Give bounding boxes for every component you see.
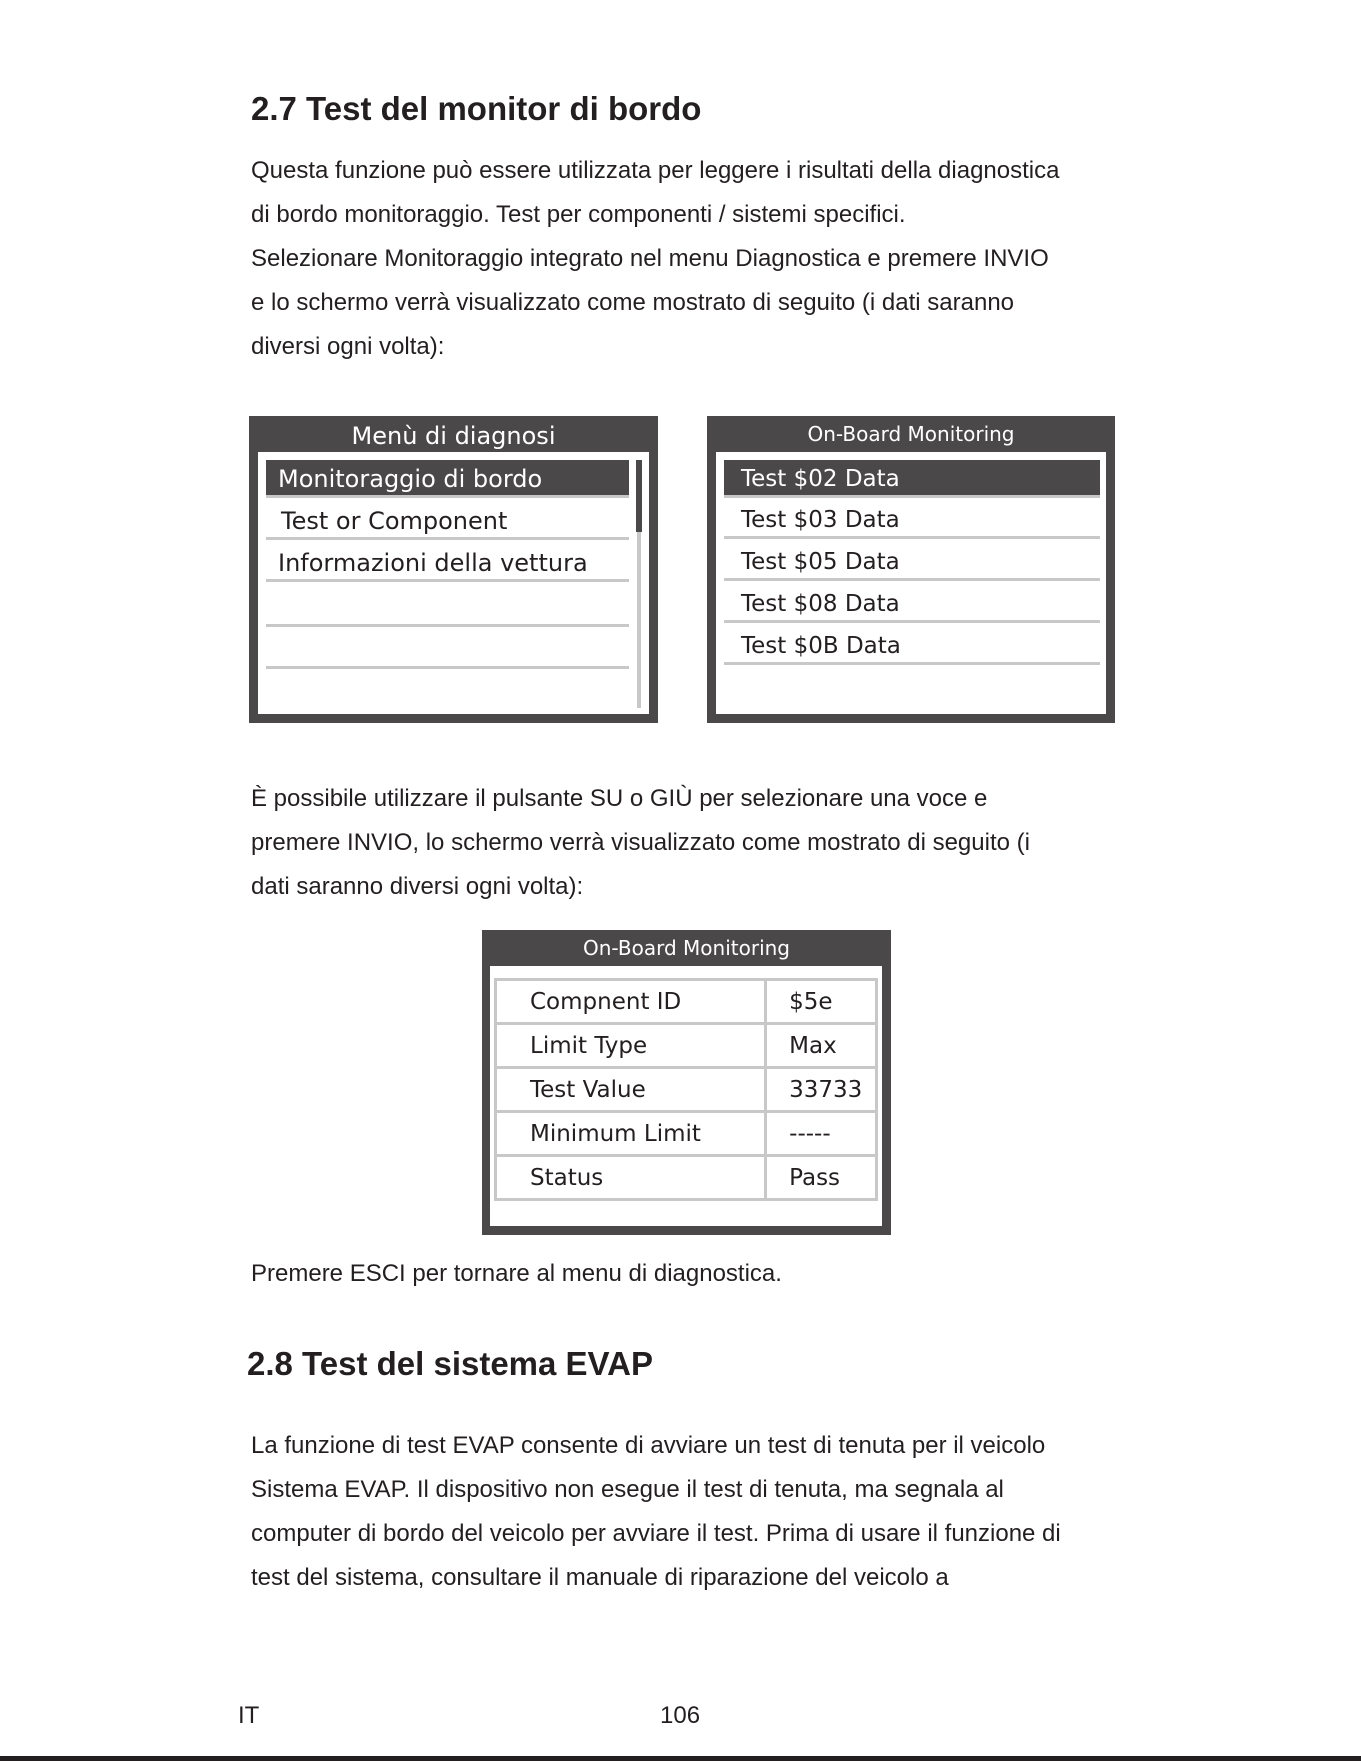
text-line: computer di bordo del veicolo per avviare il test. Prima di usare il funzione di (251, 1520, 1061, 1547)
obm-detail-screen (482, 930, 891, 1235)
screen-title: On-Board Monitoring (582, 936, 790, 960)
intro-paragraph (251, 149, 1131, 369)
diagnostic-menu-screen (249, 416, 658, 723)
obm-item-test-0b[interactable]: Test $0B Data (724, 627, 1100, 665)
row-value: Pass (766, 1156, 877, 1200)
row-value: ----- (766, 1112, 877, 1156)
table-row (496, 1024, 877, 1068)
obm-data-table (494, 978, 878, 1201)
menu-item-test-component[interactable]: Test or Component (266, 502, 629, 540)
screen-title: On-Board Monitoring (807, 422, 1015, 446)
screen-body (258, 452, 649, 714)
table-row (496, 980, 877, 1024)
table-row (496, 1068, 877, 1112)
text-line: La funzione di test EVAP consente di avviare un test di tenuta per il veicolo (251, 1432, 1046, 1459)
menu-divider (266, 624, 629, 627)
middle-paragraph (251, 777, 1131, 909)
menu-item-informazioni-vettura[interactable]: Informazioni della vettura (266, 544, 629, 582)
footer-language: IT (238, 1702, 260, 1729)
text-line: Selezionare Monitoraggio integrato nel menu Diagnostica e premere INVIO (251, 245, 1049, 272)
text-line: Questa funzione può essere utilizzata per leggere i risultati della diagnostica (251, 157, 1060, 184)
text-line: di bordo monitoraggio. Test per componenti / sistemi specifici. (251, 201, 906, 228)
row-label: Status (496, 1156, 766, 1200)
obm-item-test-08[interactable]: Test $08 Data (724, 585, 1100, 623)
row-value: $5e (766, 980, 877, 1024)
obm-item-test-05[interactable]: Test $05 Data (724, 543, 1100, 581)
menu-item-monitoraggio[interactable]: Monitoraggio di bordo (266, 460, 629, 498)
scrollbar-thumb[interactable] (636, 460, 642, 532)
section-heading-2-8: 2.8 Test del sistema EVAP (247, 1345, 653, 1382)
text-line: Sistema EVAP. Il dispositivo non esegue il test di tenuta, ma segnala al (251, 1476, 1004, 1503)
row-label: Test Value (496, 1068, 766, 1112)
row-label: Minimum Limit (496, 1112, 766, 1156)
bottom-rule (0, 1756, 1361, 1761)
screen-body (716, 452, 1106, 714)
screen-body (490, 966, 882, 1226)
evap-paragraph (251, 1424, 1131, 1600)
text-line: dati saranno diversi ogni volta): (251, 873, 584, 900)
row-label: Compnent ID (496, 980, 766, 1024)
text-line: test del sistema, consultare il manuale di riparazione del veicolo a (251, 1564, 949, 1591)
exit-instruction (251, 1252, 1131, 1296)
footer-page-number: 106 (660, 1702, 701, 1729)
text-line: È possibile utilizzare il pulsante SU o GIÙ per selezionare una voce e (251, 785, 988, 812)
text-line: diversi ogni volta): (251, 333, 445, 360)
text-line: e lo schermo verrà visualizzato come mostrato di seguito (i dati saranno (251, 289, 1015, 316)
section-heading-2-7: 2.7 Test del monitor di bordo (251, 90, 702, 127)
screen-title: Menù di diagnosi (351, 422, 556, 450)
text-line: premere INVIO, lo schermo verrà visualizzato come mostrato di seguito (i (251, 829, 1030, 856)
menu-divider (266, 666, 629, 669)
obm-list-screen (707, 416, 1115, 723)
obm-item-test-02[interactable]: Test $02 Data (724, 460, 1100, 498)
table-row (496, 1112, 877, 1156)
row-value: 33733 (766, 1068, 877, 1112)
text-line: Premere ESCI per tornare al menu di diagnostica. (251, 1260, 782, 1287)
table-row (496, 1156, 877, 1200)
row-label: Limit Type (496, 1024, 766, 1068)
row-value: Max (766, 1024, 877, 1068)
obm-item-test-03[interactable]: Test $03 Data (724, 501, 1100, 539)
